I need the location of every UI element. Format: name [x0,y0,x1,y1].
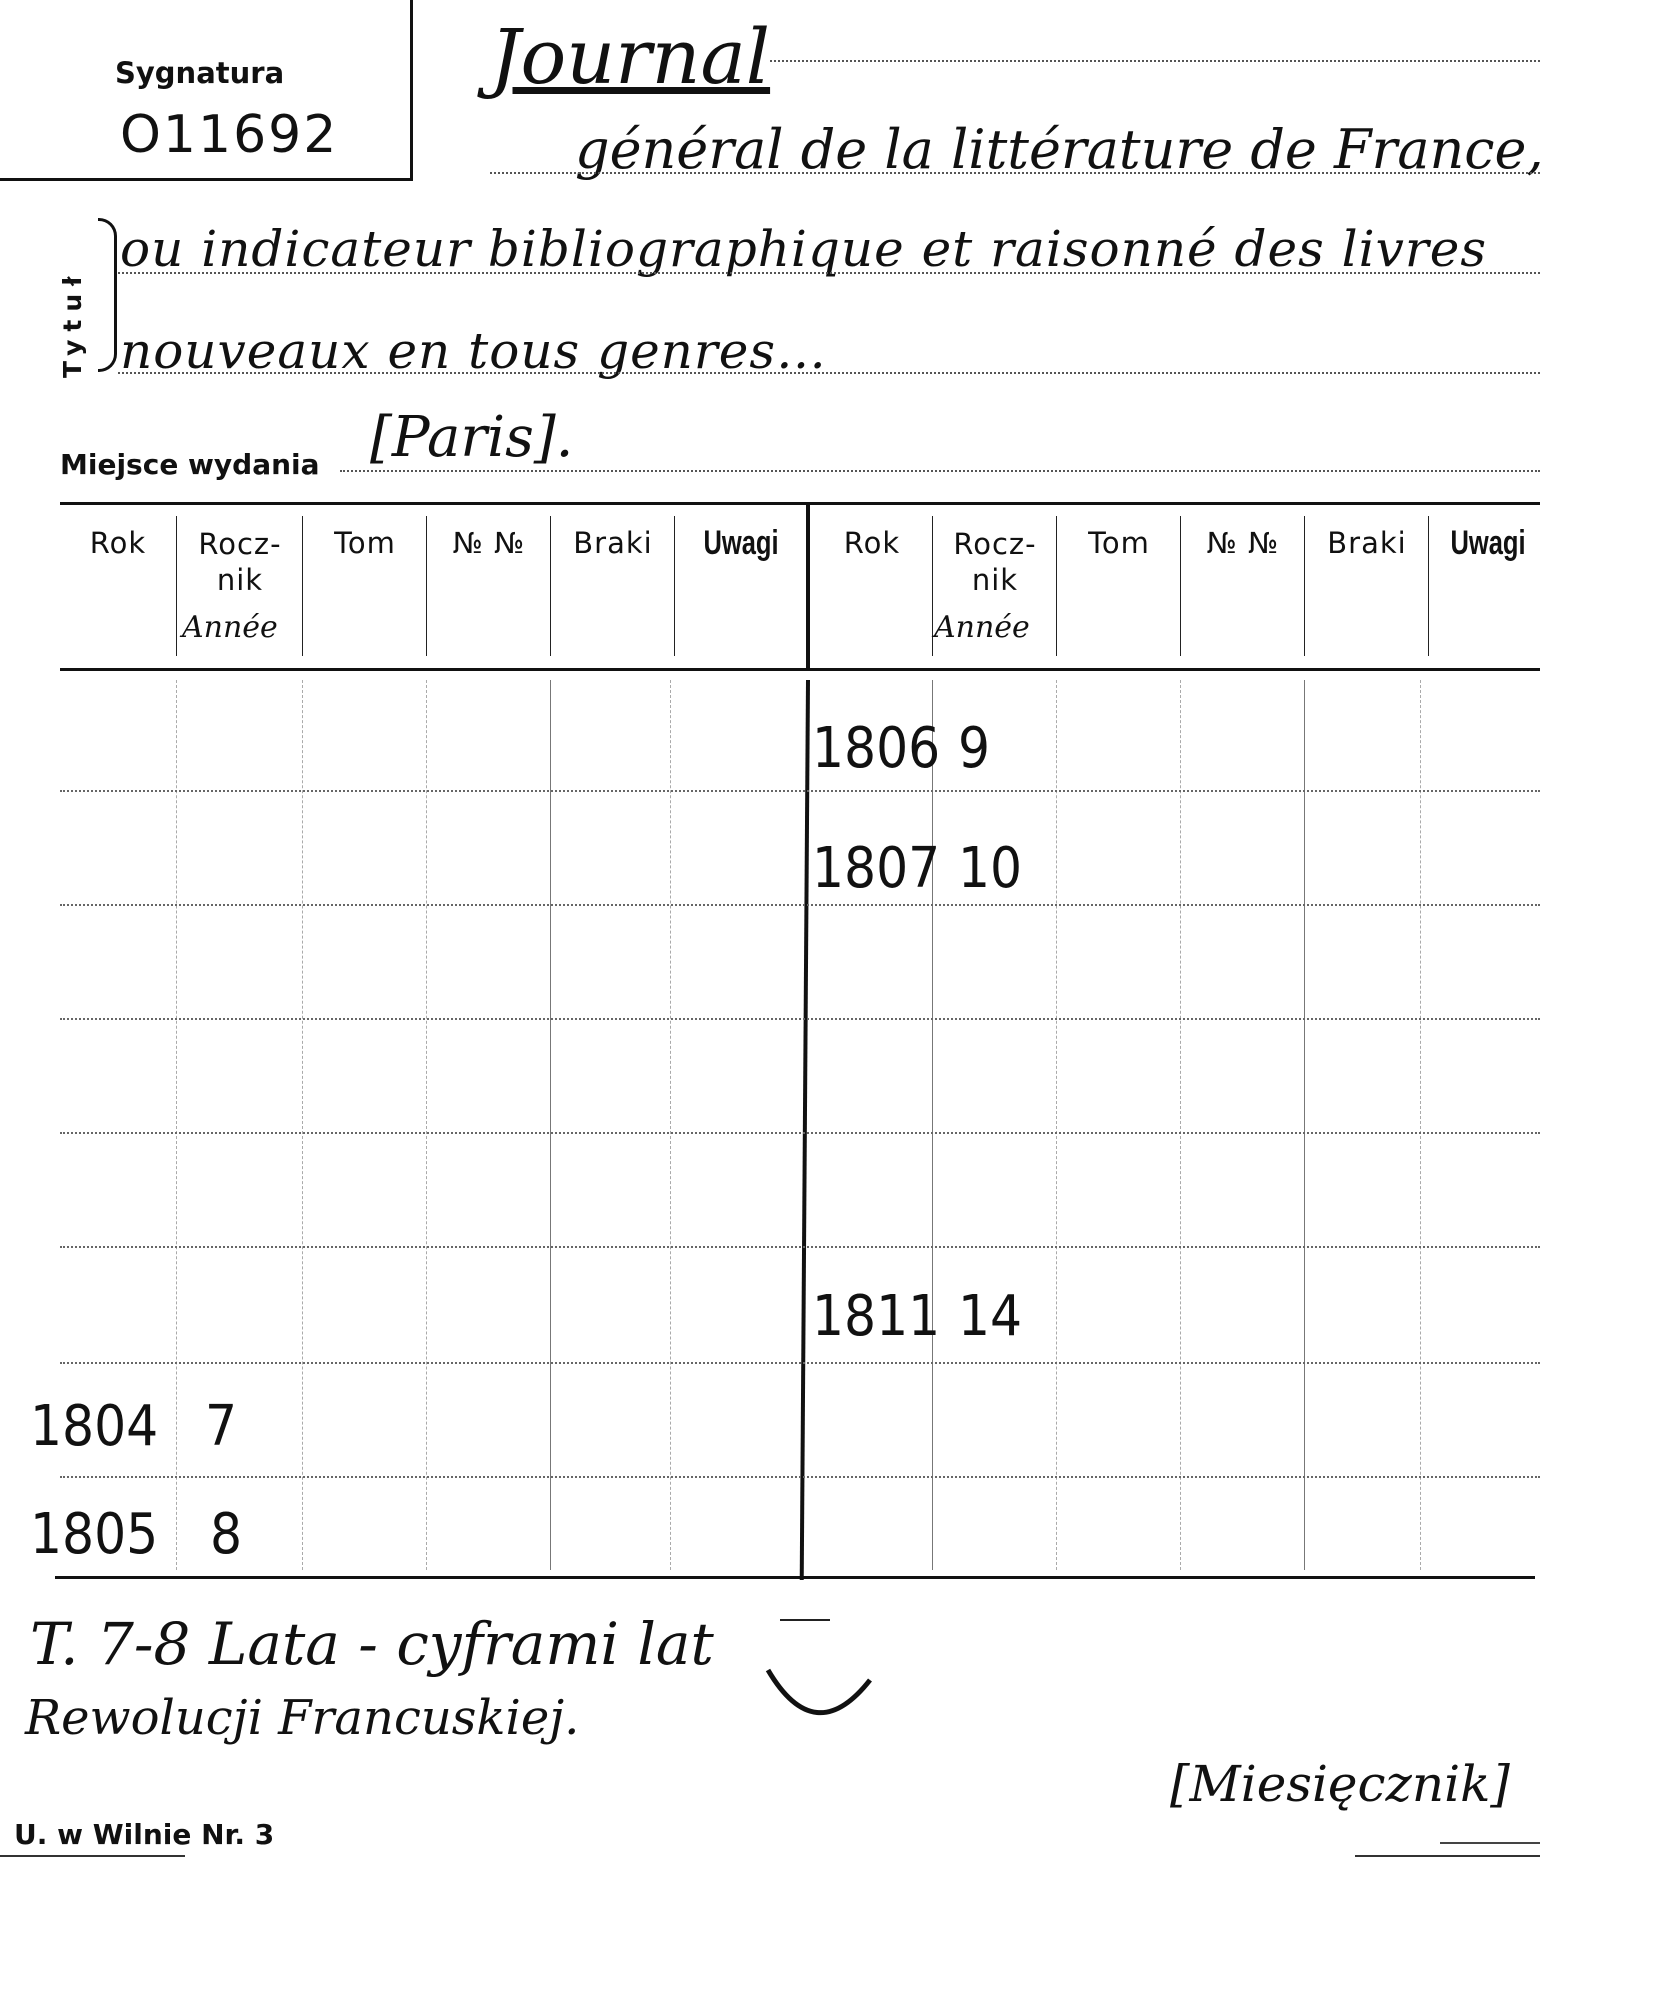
hdr-sep [302,516,303,656]
col-header-rocznik: Rocz- nik [198,527,282,597]
row-line [60,1476,1540,1478]
title-line-1: général de la littérature de France, [575,118,1544,181]
entry-rok-right: 1806 [812,716,941,781]
col-header-braki-right: Braki [1327,526,1407,560]
note-line-2: Rewolucji Francuskiej. [25,1690,580,1746]
entry-rocznik-right: 14 [958,1284,1023,1349]
body-guide [1304,680,1305,1570]
row-line [60,1018,1540,1020]
col-header-tom-right: Tom [1088,526,1150,560]
entry-rok-right: 1807 [812,836,941,901]
body-guide [550,680,551,1570]
col-header-rok: Rok [89,526,147,560]
body-guide [1056,680,1057,1570]
col-header-rocznik-right: Rocz- nik [953,527,1037,597]
note-line-1: T. 7-8 Lata - cyframi lat [30,1610,714,1678]
title-line-3: nouveaux en tous genres… [120,322,828,380]
hdr-sep [1428,516,1429,656]
title-side-label: Tytuł [58,268,87,378]
table-top-rule [60,502,1540,505]
body-guide [302,680,303,1570]
col-header-tom: Tom [334,526,396,560]
body-guide [670,680,671,1570]
col-header-uwagi: Uwagi [703,524,779,562]
row-line [60,904,1540,906]
hdr-sep [674,516,675,656]
entry-rocznik-right: 10 [958,836,1023,901]
frequency-note: [Miesięcznik] [1170,1755,1510,1813]
signature-value: O11692 [120,105,339,165]
frequency-underline [1440,1842,1540,1844]
place-label: Miejsce wydania [60,448,320,481]
place-value: [Paris]. [370,405,574,470]
hdr-sep [426,516,427,656]
body-guide [1180,680,1181,1570]
place-dotline [340,470,1540,472]
col-header-numery-right: № № [1206,526,1280,560]
entry-rok-left: 1805 [30,1502,159,1567]
col-header-annee-right: Année [934,610,1030,645]
row-line [60,1362,1540,1364]
signature-label: Sygnatura [115,56,285,90]
entry-rok-left: 1804 [30,1394,159,1459]
col-header-rok-right: Rok [843,526,901,560]
title-dotline-1 [770,60,1540,62]
center-divider-header [806,504,810,668]
title-dotline-3 [118,272,1540,274]
entry-rocznik-right: 9 [958,716,991,781]
hdr-sep [1304,516,1305,656]
entry-rok-right: 1811 [812,1284,941,1349]
row-line [60,1132,1540,1134]
row-line [60,790,1540,792]
hdr-sep [932,516,933,656]
entry-rocznik-left: 8 [210,1502,243,1567]
body-guide [932,680,933,1570]
col-header-braki: Braki [573,526,653,560]
center-divider-body [800,680,810,1580]
title-brace [98,218,117,372]
title-word: Journal [490,12,771,101]
title-dotline-4 [118,372,1540,374]
table-bottom-rule [55,1576,1535,1579]
col-header-annee: Année [182,610,278,645]
table-header-rule [60,668,1540,671]
card-bottom-edge [0,1855,1540,1857]
col-header-uwagi-right: Uwagi [1450,524,1526,562]
title-line-2: ou indicateur bibliographique et raisonné des livres [120,220,1488,278]
col-header-numery: № № [452,526,526,560]
body-guide [176,680,177,1570]
hdr-sep [550,516,551,656]
body-guide [1420,680,1421,1570]
hdr-sep [1180,516,1181,656]
title-dotline-2 [490,172,1540,174]
footer-print: U. w Wilnie Nr. 3 [14,1818,275,1851]
row-line [60,1246,1540,1248]
stamp-arc-mark [760,1610,880,1740]
body-guide [426,680,427,1570]
hdr-sep [1056,516,1057,656]
hdr-sep [176,516,177,656]
entry-rocznik-left: 7 [205,1394,238,1459]
